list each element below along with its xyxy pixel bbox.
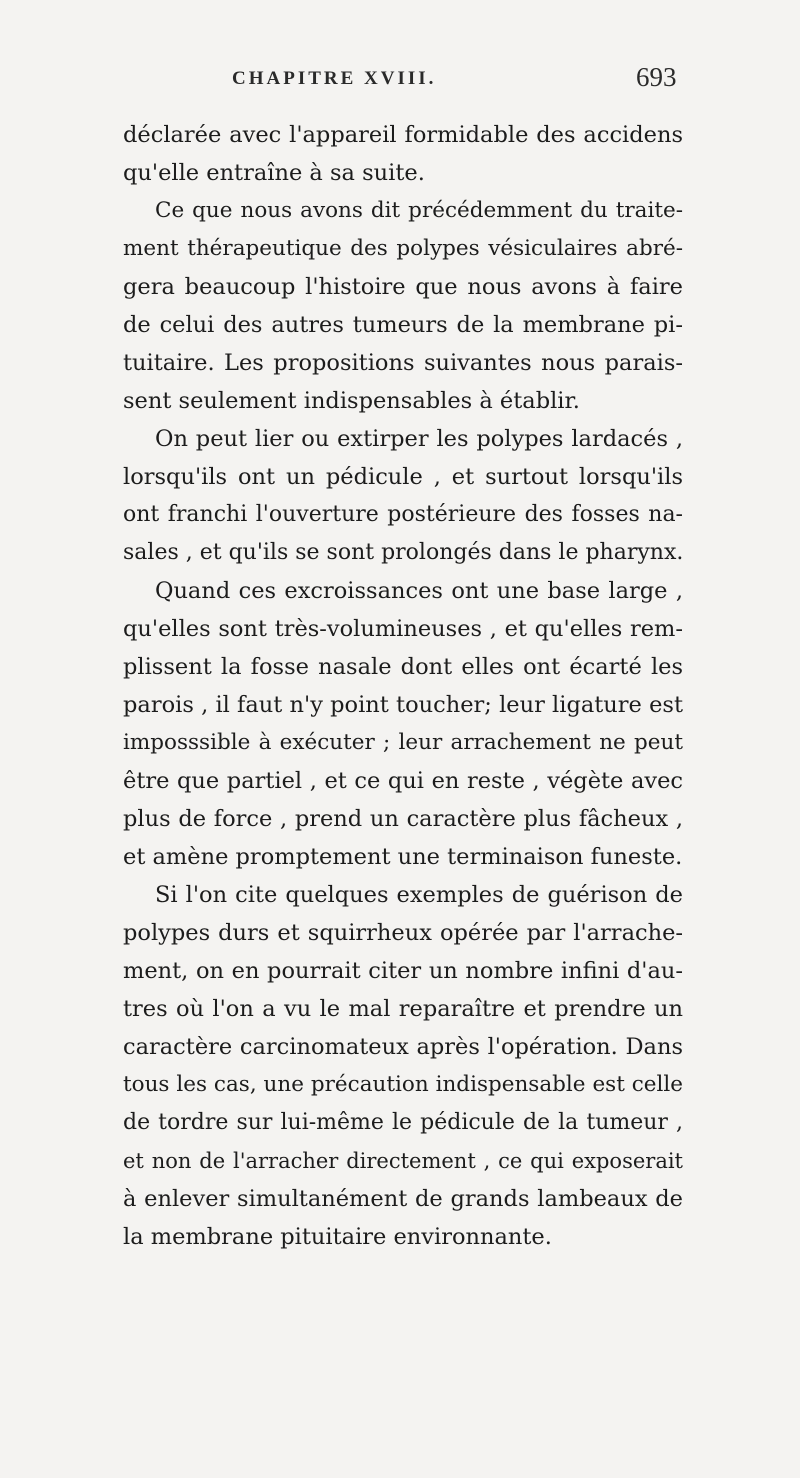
text-line: parois , il faut n'y point toucher; leur ligature est: [123, 692, 683, 718]
text-line: être que partiel , et ce qui en reste , végète avec: [123, 768, 683, 794]
page-header: [0, 62, 800, 102]
text-line: à enlever simultanément de grands lambeaux de: [123, 1186, 683, 1212]
text-line: de celui des autres tumeurs de la membrane pi-: [123, 312, 683, 338]
text-line: ment, on en pourrait citer un nombre infini d'au-: [123, 958, 683, 984]
text-line: déclarée avec l'appareil formidable des accidens: [123, 122, 683, 148]
text-line: caractère carcinomateux après l'opération. Dans: [123, 1034, 683, 1060]
text-line: gera beaucoup l'histoire que nous avons à faire: [123, 274, 683, 300]
text-line: Si l'on cite quelques exemples de guérison de: [155, 882, 683, 908]
text-line: Quand ces excroissances ont une base large ,: [155, 578, 683, 604]
text-line: et non de l'arracher directement , ce qui exposerait: [123, 1149, 683, 1173]
text-line: ment thérapeutique des polypes vésiculaires abré-: [123, 236, 683, 261]
text-line: sales , et qu'ils se sont prolongés dans le pharynx.: [123, 540, 684, 565]
text-line: sent seulement indispensables à établir.: [123, 388, 580, 414]
text-line: Ce que nous avons dit précédemment du traite-: [155, 198, 683, 223]
text-line: qu'elles sont très-volumineuses , et qu'elles rem-: [123, 616, 683, 642]
text-line: polypes durs et squirrheux opérée par l'arrache-: [123, 920, 683, 946]
running-head: CHAPITRE XVIII.: [232, 68, 437, 89]
body-text: [123, 116, 683, 1256]
text-line: qu'elle entraîne à sa suite.: [123, 160, 425, 186]
text-line: et amène promptement une terminaison funeste.: [123, 844, 683, 870]
text-line: plus de force , prend un caractère plus fâcheux ,: [123, 806, 683, 832]
text-line: tous les cas, une précaution indispensable est celle: [123, 1072, 683, 1097]
text-line: On peut lier ou extirper les polypes lardacés ,: [155, 426, 683, 452]
text-line: de tordre sur lui-même le pédicule de la tumeur ,: [123, 1110, 683, 1135]
text-line: la membrane pituitaire environnante.: [123, 1224, 552, 1250]
text-line: tres où l'on a vu le mal reparaître et prendre un: [123, 996, 683, 1022]
text-line: tuitaire. Les propositions suivantes nous parais-: [123, 350, 683, 376]
text-line: plissent la fosse nasale dont elles ont écarté les: [123, 654, 683, 680]
page-number: 693: [636, 62, 677, 92]
text-line: imposssible à exécuter ; leur arrachement ne peut: [123, 730, 683, 755]
text-line: ont franchi l'ouverture postérieure des fosses na-: [123, 502, 683, 527]
text-line: lorsqu'ils ont un pédicule , et surtout lorsqu'ils: [123, 464, 683, 490]
